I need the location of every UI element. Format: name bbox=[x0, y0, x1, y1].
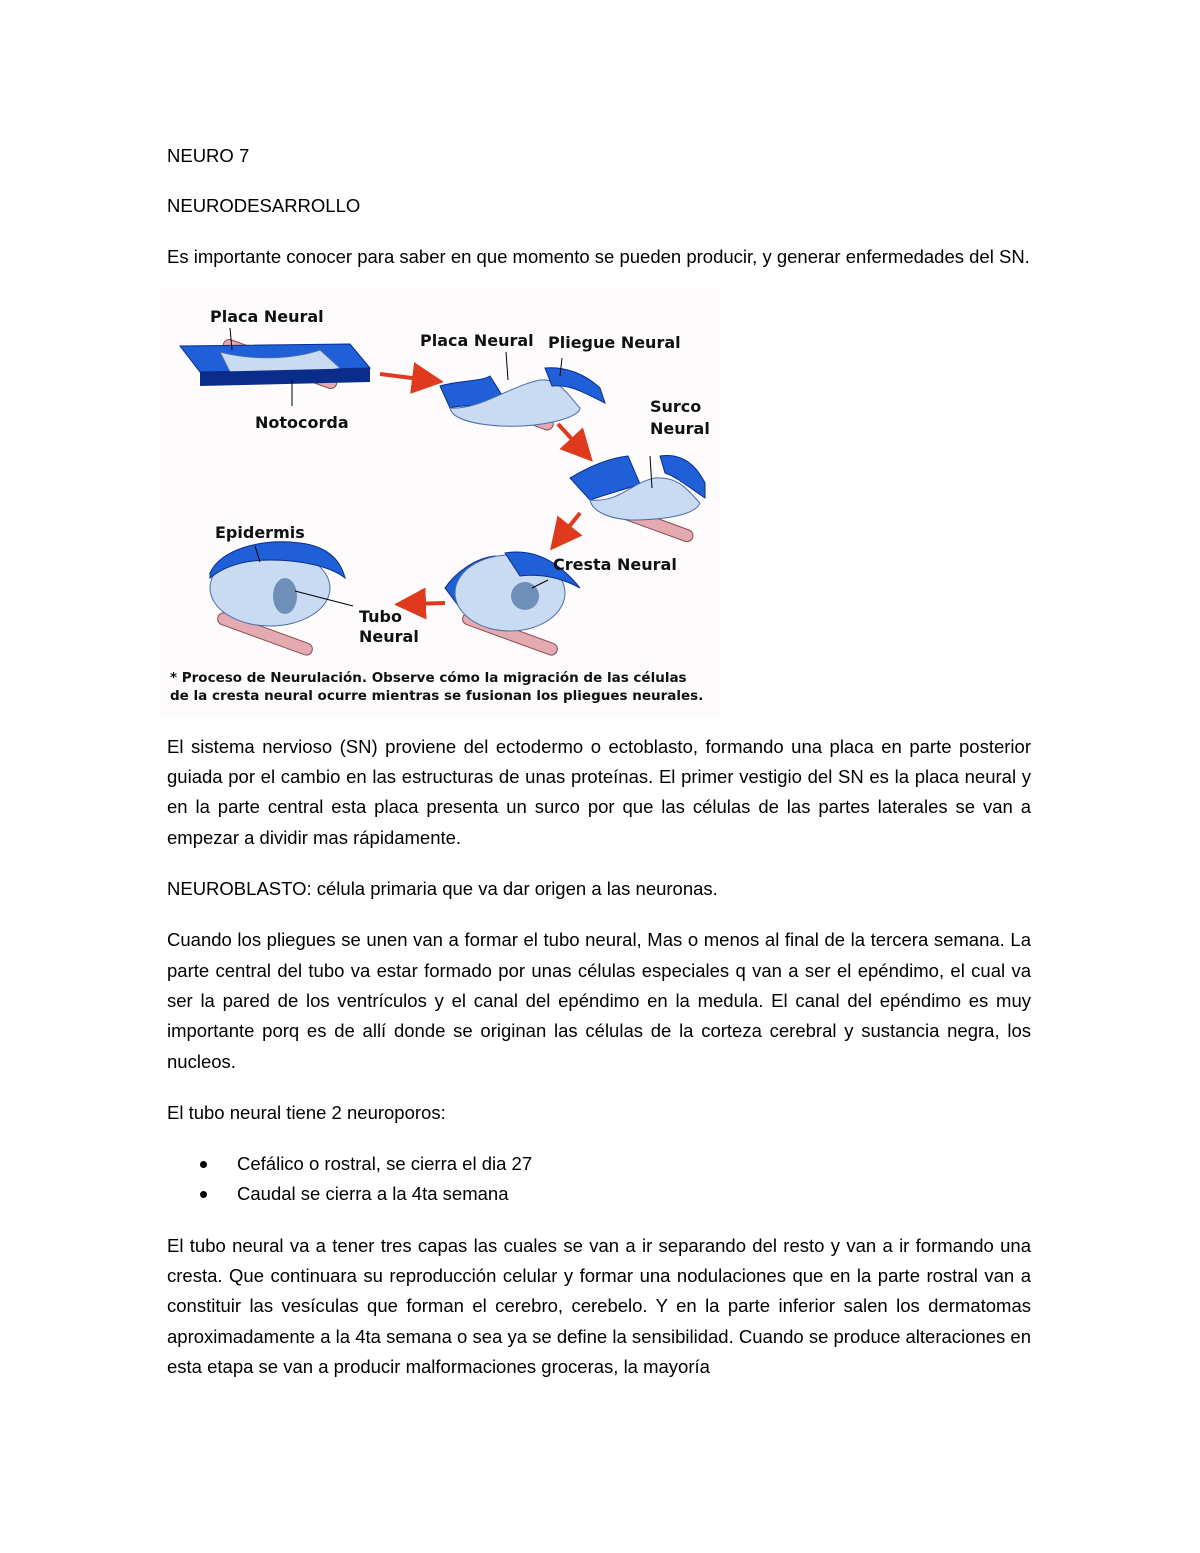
paragraph-capas: El tubo neural va a tener tres capas las cuales se van a ir separando del resto y van a ir formando una cresta. Que continuara su reproducción celular y formar una nodulaciones que en la parte rostral van a constituir las vesículas que forman el cerebro, cerebelo. Y en la parte inferior salen los dermatomas aproximadamente a la 4ta semana o sea ya se define la sensibilidad. Cuando se produce alteraciones en esta etapa se van a producir malformaciones groceras, la mayoría bbox=[167, 1234, 1031, 1377]
label-placa-neural-1: Placa Neural bbox=[210, 306, 324, 326]
label-epidermis: Epidermis bbox=[215, 522, 305, 542]
label-surco: Surco bbox=[650, 396, 702, 416]
list-item bbox=[167, 1179, 1031, 1209]
paragraph-neuroblasto: NEUROBLASTO: célula primaria que va dar origen a las neuronas. bbox=[167, 878, 718, 900]
bullet-icon bbox=[200, 1191, 207, 1198]
neuroporos-list bbox=[167, 1149, 1031, 1210]
document-body bbox=[167, 141, 1031, 1382]
label-notocorda: Notocorda bbox=[255, 412, 349, 432]
paragraph-tubo-neural: Cuando los pliegues se unen van a formar el tubo neural, Mas o menos al final de la tercera semana. La parte central del tubo va estar formado por unas células especiales q van a ser el epéndimo, el cual va ser la pared de los ventrículos y el canal del epéndimo en la medula. El canal del epéndimo es muy importante porq es de allí donde se originan las células de la corteza cerebral y sustancia negra, los nucleos. bbox=[167, 929, 1031, 1072]
neurulation-diagram bbox=[160, 288, 720, 718]
paragraph-sistema-nervioso: El sistema nervioso (SN) proviene del ectodermo o ectoblasto, formando una placa en parte posterior guiada por el cambio en las estructuras de unas proteínas. El primer vestigio del SN es la placa neural y en la parte central esta placa presenta un surco por que las células de las partes laterales se van a empezar a dividir mas rápidamente. bbox=[167, 735, 1031, 848]
label-tubo-neural: Neural bbox=[359, 626, 419, 646]
label-surco-neural: Neural bbox=[650, 418, 710, 438]
label-cresta-neural: Cresta Neural bbox=[553, 554, 677, 574]
neurulation-figure bbox=[160, 288, 720, 718]
document-subtitle: NEURODESARROLLO bbox=[167, 195, 361, 217]
paragraph-neuroporos: El tubo neural tiene 2 neuroporos: bbox=[167, 1101, 446, 1123]
figure-caption-line1: * Proceso de Neurulación. Observe cómo la migración de las células bbox=[170, 669, 687, 686]
label-placa-neural-2: Placa Neural bbox=[420, 330, 534, 350]
list-item-text: Cefálico o rostral, se cierra el dia 27 bbox=[237, 1153, 533, 1175]
label-tubo: Tubo bbox=[359, 606, 402, 626]
list-item-text: Caudal se cierra a la 4ta semana bbox=[237, 1183, 509, 1205]
intro-paragraph: Es importante conocer para saber en que momento se pueden producir, y generar enfermedades del SN. bbox=[167, 245, 1030, 267]
document-title: NEURO 7 bbox=[167, 145, 250, 166]
bullet-icon bbox=[200, 1161, 207, 1168]
label-pliegue-neural: Pliegue Neural bbox=[548, 332, 681, 352]
stage-neural-plate bbox=[180, 338, 370, 390]
figure-caption-line2: de la cresta neural ocurre mientras se fusionan los pliegues neurales. bbox=[170, 687, 704, 704]
list-item bbox=[167, 1149, 1031, 1179]
